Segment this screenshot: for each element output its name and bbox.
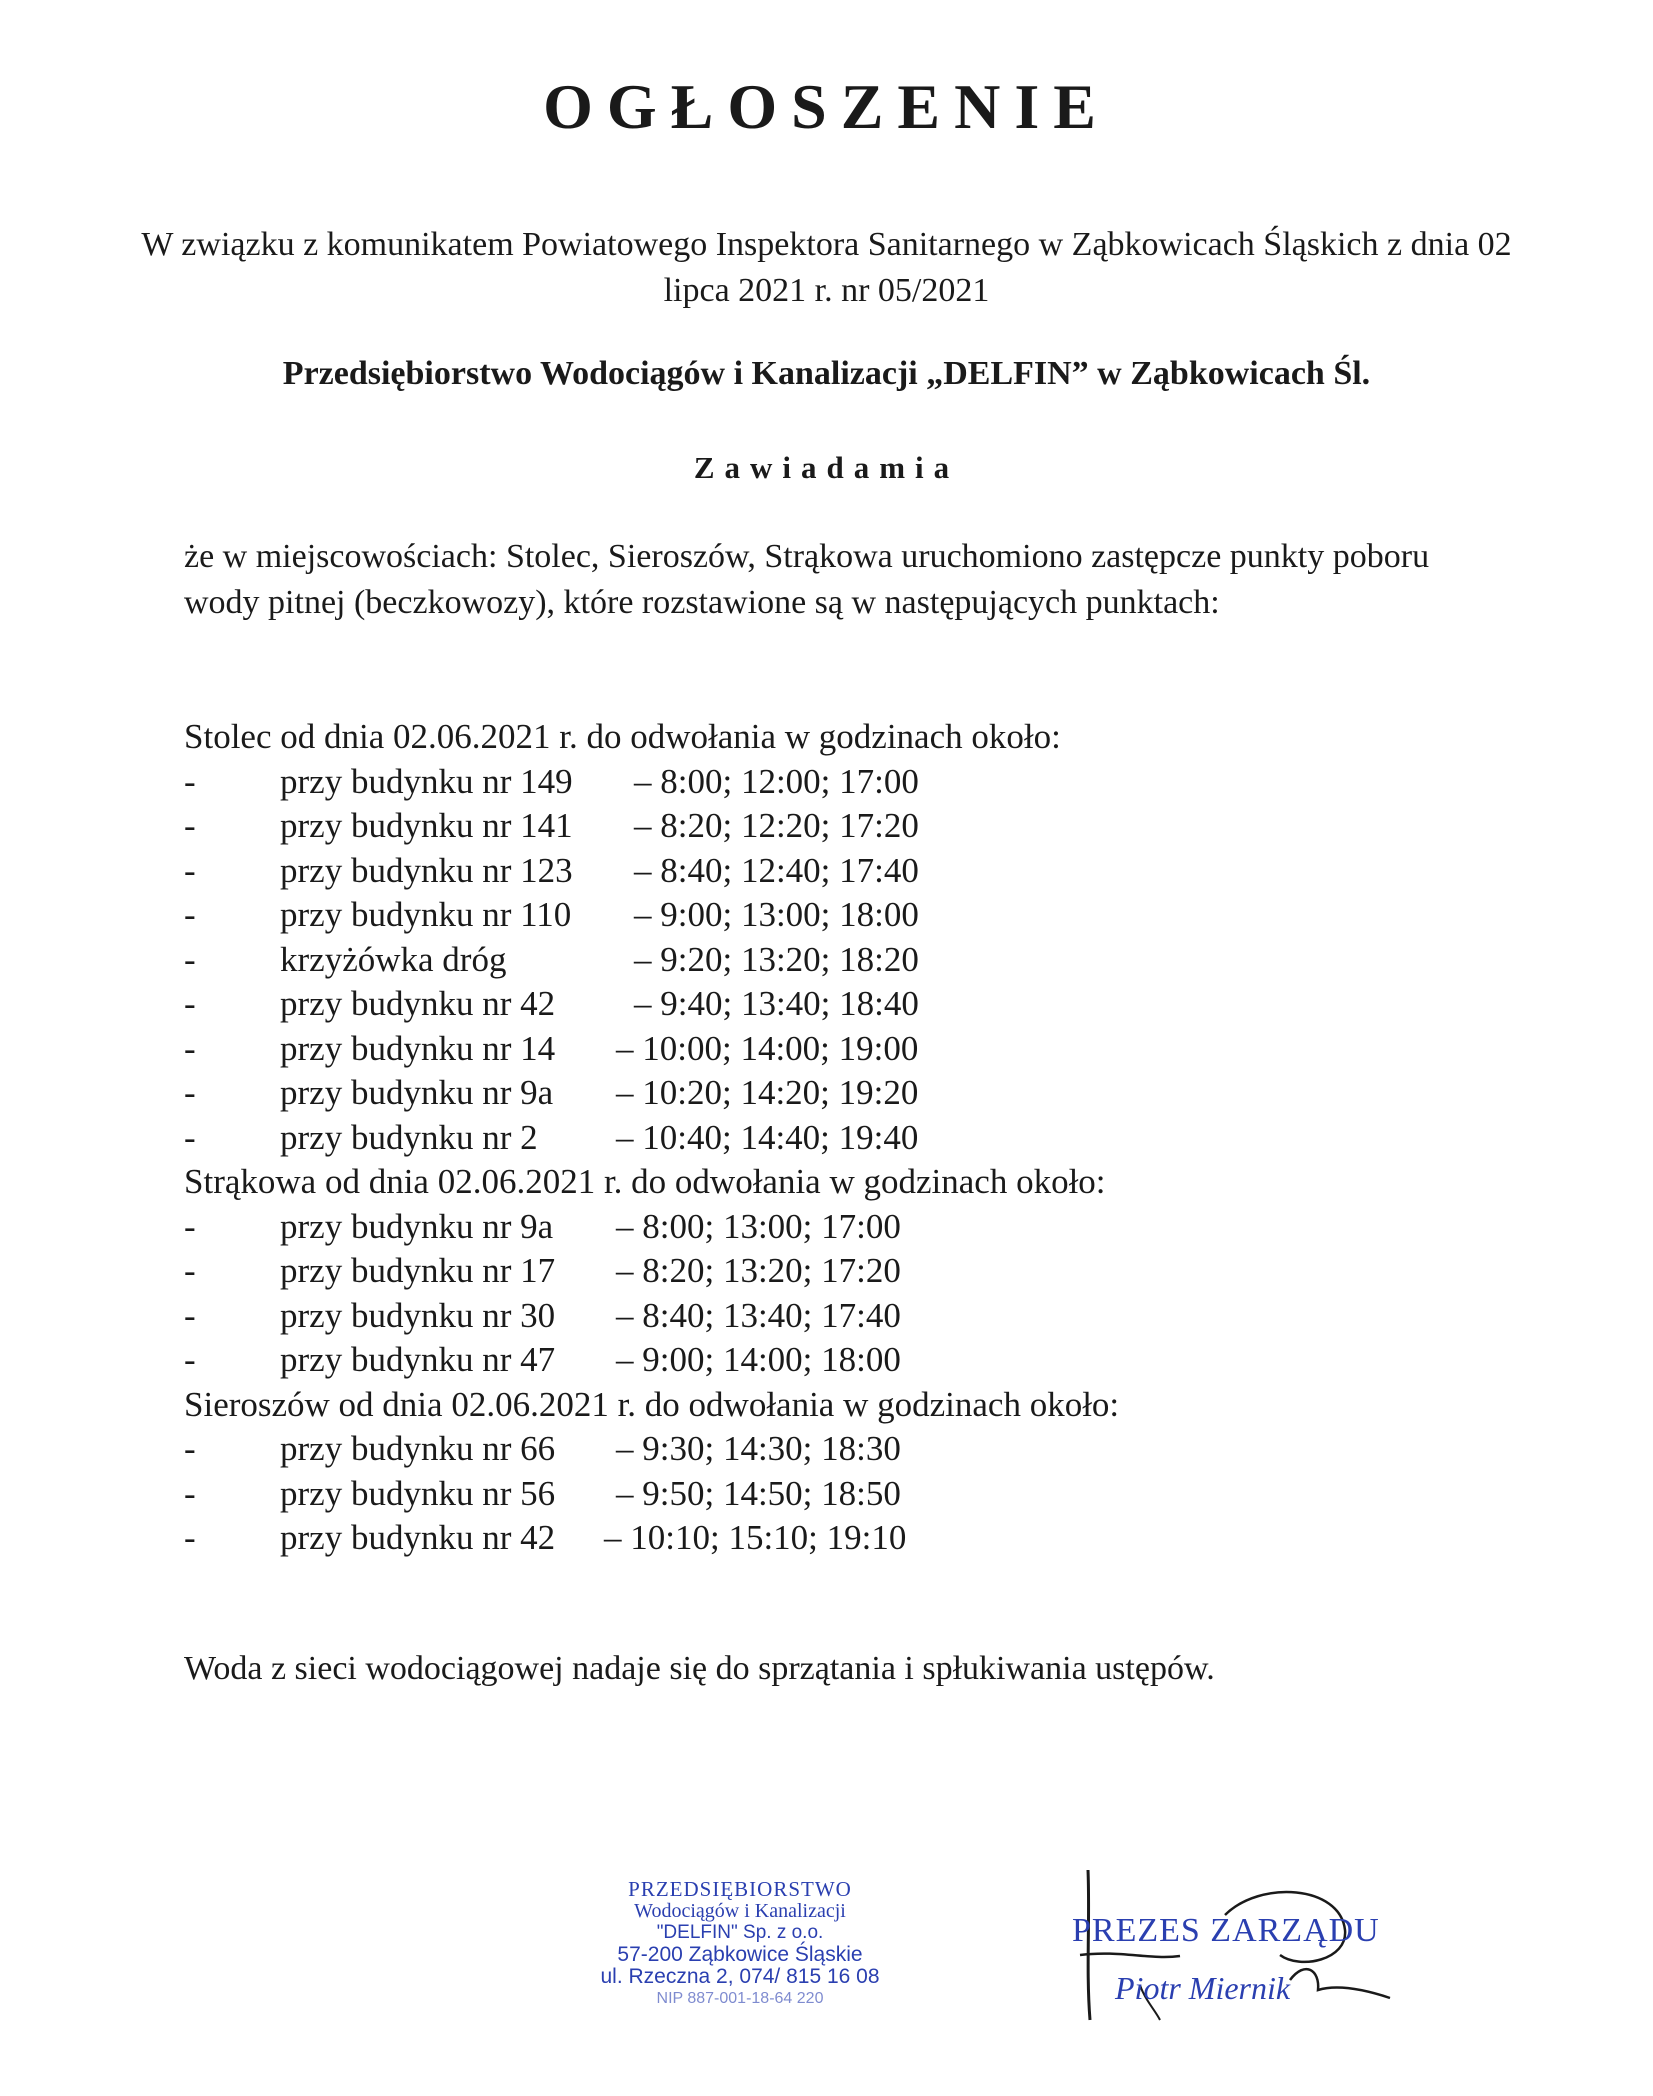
location-heading: Sieroszów od dnia 02.06.2021 r. do odwołania w godzinach około: xyxy=(184,1384,1120,1424)
stop-times: – 10:20; 14:20; 19:20 xyxy=(616,1073,919,1112)
location-heading: Stolec od dnia 02.06.2021 r. do odwołania w godzinach około: xyxy=(184,717,1061,756)
company-stamp xyxy=(560,1877,920,2007)
bullet-dash: - xyxy=(184,806,196,845)
bullet-dash: - xyxy=(184,1206,196,1246)
bullet-dash: - xyxy=(184,895,196,934)
bullet-dash: - xyxy=(184,1028,196,1068)
body-paragraph: że w miejscowościach: Stolec, Sieroszów, Strąkowa uruchomiono zastępcze punkty poboru wody pitnej (beczkowozy), które rozstawione są w następujących punktach: xyxy=(184,538,1430,621)
schedule-stop xyxy=(184,938,1484,983)
stamp-line: "DELFIN" Sp. z o.o. xyxy=(656,1922,824,1943)
bullet-dash: - xyxy=(184,1251,196,1290)
schedule-stop xyxy=(184,1294,1484,1339)
stop-times: – 9:30; 14:30; 18:30 xyxy=(616,1429,901,1468)
bullet-dash: - xyxy=(184,1295,196,1335)
stamp-line: 57-200 Ząbkowice Śląskie xyxy=(617,1943,863,1966)
stop-place: przy budynku nr 30 xyxy=(280,1295,556,1335)
schedule xyxy=(184,715,1484,1561)
stop-times: – 10:00; 14:00; 19:00 xyxy=(616,1028,919,1068)
stop-times: – 9:50; 14:50; 18:50 xyxy=(616,1473,901,1513)
stop-place: przy budynku nr 123 xyxy=(280,850,573,890)
signature-role: PREZES ZARZĄDU xyxy=(1072,1912,1380,1949)
company-name: Przedsiębiorstwo Wodociągów i Kanalizacji „DELFIN” w Ząbkowicach Śl. xyxy=(282,355,1371,392)
stamp-line: ul. Rzeczna 2, 074/ 815 16 08 xyxy=(600,1965,880,1988)
stop-place: przy budynku nr 149 xyxy=(280,761,573,801)
schedule-stop xyxy=(184,849,1484,894)
stamp-line: PRZEDSIĘBIORSTWO xyxy=(628,1877,852,1901)
schedule-stop xyxy=(184,982,1484,1027)
stop-place: przy budynku nr 42 xyxy=(280,984,556,1023)
stop-place: krzyżówka dróg xyxy=(280,939,507,979)
stop-times: – 9:00; 14:00; 18:00 xyxy=(616,1340,901,1379)
schedule-stop xyxy=(184,760,1484,805)
schedule-stop xyxy=(184,804,1484,849)
schedule-stop xyxy=(184,1427,1484,1472)
schedule-stop xyxy=(184,1116,1484,1161)
handwritten-signature-icon xyxy=(1060,1860,1400,2040)
schedule-stop xyxy=(184,1205,1484,1250)
stop-times: – 8:40; 13:40; 17:40 xyxy=(616,1295,901,1335)
signature-block xyxy=(1060,1860,1400,2040)
signature-name: Piotr Miernik xyxy=(1115,1970,1291,2006)
closing-note: Woda z sieci wodociągowej nadaje się do sprzątania i spłukiwania ustępów. xyxy=(184,1650,1215,1687)
bullet-dash: - xyxy=(184,761,196,801)
stop-times: – 8:20; 12:20; 17:20 xyxy=(634,806,919,845)
stop-place: przy budynku nr 14 xyxy=(280,1028,556,1068)
bullet-dash: - xyxy=(184,1473,196,1513)
bullet-dash: - xyxy=(184,1117,196,1157)
intro-paragraph: W związku z komunikatem Powiatowego Inspektora Sanitarnego w Ząbkowicach Śląskich z dnia 02 lipca 2021 r. nr 05/2021 xyxy=(141,226,1512,309)
document-title: OGŁOSZENIE xyxy=(543,71,1110,142)
bullet-dash: - xyxy=(184,1429,196,1468)
schedule-stop xyxy=(184,1027,1484,1072)
schedule-stop xyxy=(184,1071,1484,1116)
announce-heading: Zawiadamia xyxy=(693,450,960,485)
stamp-line: Wodociągów i Kanalizacji xyxy=(634,1900,846,1922)
location-heading: Strąkowa od dnia 02.06.2021 r. do odwołania w godzinach około: xyxy=(184,1162,1106,1201)
schedule-stop xyxy=(184,1472,1484,1517)
stop-times: – 10:10; 15:10; 19:10 xyxy=(604,1518,907,1557)
bullet-dash: - xyxy=(184,1518,196,1557)
stop-times: – 10:40; 14:40; 19:40 xyxy=(616,1117,919,1157)
stop-times: – 9:40; 13:40; 18:40 xyxy=(634,984,919,1023)
stop-place: przy budynku nr 141 xyxy=(280,806,573,845)
stop-times: – 8:40; 12:40; 17:40 xyxy=(634,850,919,890)
stop-place: przy budynku nr 9a xyxy=(280,1073,554,1112)
bullet-dash: - xyxy=(184,850,196,890)
stop-times: – 8:00; 13:00; 17:00 xyxy=(616,1206,901,1246)
bullet-dash: - xyxy=(184,984,196,1023)
stop-times: – 9:00; 13:00; 18:00 xyxy=(634,895,919,934)
stop-place: przy budynku nr 2 xyxy=(280,1117,538,1157)
schedule-stop xyxy=(184,1338,1484,1383)
bullet-dash: - xyxy=(184,1340,196,1379)
bullet-dash: - xyxy=(184,1073,196,1112)
bullet-dash: - xyxy=(184,939,196,979)
stop-times: – 8:00; 12:00; 17:00 xyxy=(634,761,919,801)
stop-place: przy budynku nr 66 xyxy=(280,1429,556,1468)
stop-place: przy budynku nr 47 xyxy=(280,1340,556,1379)
stop-place: przy budynku nr 9a xyxy=(280,1206,554,1246)
stop-times: – 9:20; 13:20; 18:20 xyxy=(634,939,919,979)
stop-times: – 8:20; 13:20; 17:20 xyxy=(616,1251,901,1290)
schedule-stop xyxy=(184,893,1484,938)
schedule-stop xyxy=(184,1249,1484,1294)
stop-place: przy budynku nr 17 xyxy=(280,1251,556,1290)
stamp-line: NIP 887-001-18-64 220 xyxy=(656,1990,824,2007)
stop-place: przy budynku nr 56 xyxy=(280,1473,556,1513)
stop-place: przy budynku nr 110 xyxy=(280,895,572,934)
stop-place: przy budynku nr 42 xyxy=(280,1518,556,1557)
schedule-stop xyxy=(184,1516,1484,1561)
